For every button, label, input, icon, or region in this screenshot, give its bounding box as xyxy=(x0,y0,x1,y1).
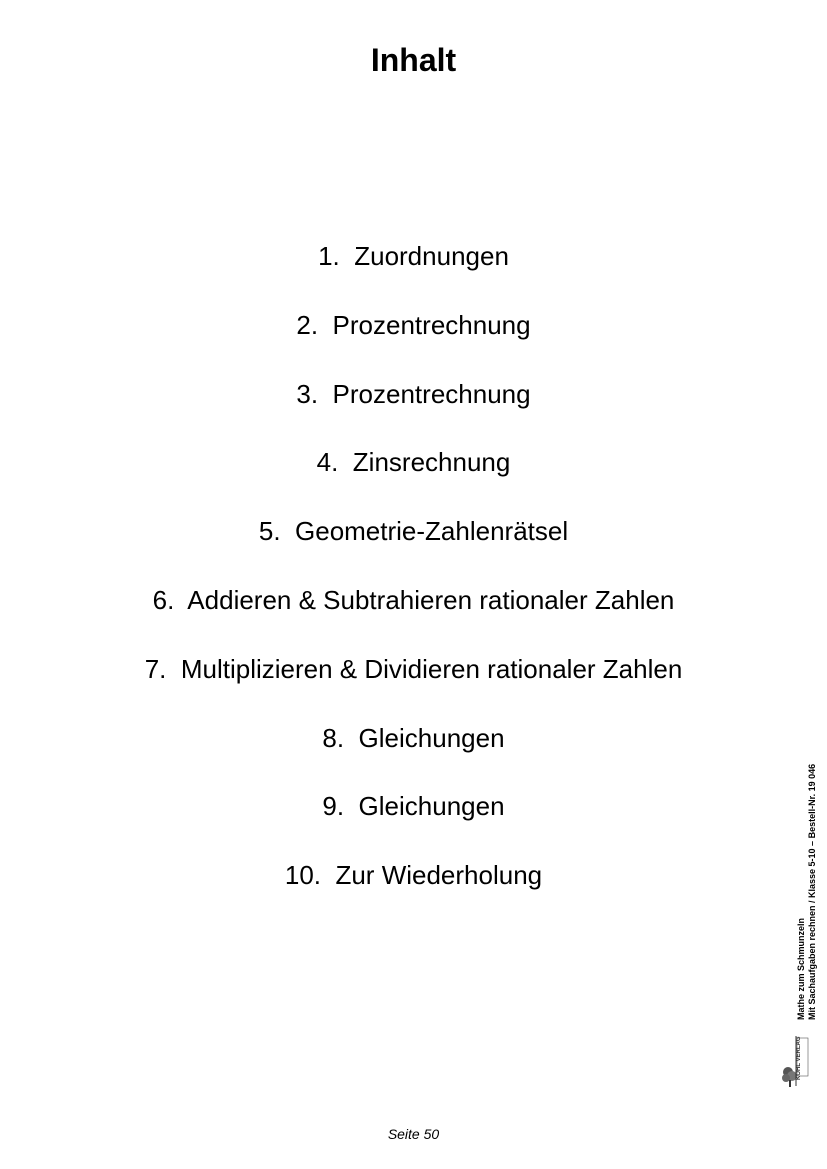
tree-logo-icon xyxy=(780,1030,812,1088)
toc-item: 4. Zinsrechnung xyxy=(316,447,511,478)
toc-item: 3. Prozentrechnung xyxy=(296,378,531,409)
publisher-logo-text: KOHL VERLAG xyxy=(796,1036,802,1080)
toc-item: 10. Zur Wiederholung xyxy=(284,860,543,891)
toc-item: 7. Multiplizieren & Dividieren rationaler Zahlen xyxy=(144,653,683,684)
side-imprint-details: Mit Sachaufgaben rechnen / Klasse 5-10 – Bestell-Nr. 19 046 xyxy=(807,763,817,1020)
toc-item: 5. Geometrie-Zahlenrätsel xyxy=(258,516,569,547)
toc-item: 8. Gleichungen xyxy=(322,722,505,753)
side-imprint-text xyxy=(796,764,818,1020)
table-of-contents xyxy=(0,237,827,925)
toc-item: 9. Gleichungen xyxy=(322,791,505,822)
page-title: Inhalt xyxy=(370,42,457,78)
toc-item: 1. Zuordnungen xyxy=(318,241,509,271)
side-imprint xyxy=(778,720,817,1090)
side-imprint-series: Mathe zum Schmunzeln xyxy=(796,917,806,1020)
toc-item: 2. Prozentrechnung xyxy=(296,309,531,340)
toc-item: 6. Addieren & Subtrahieren rationaler Zahlen xyxy=(152,584,675,615)
page-number: Seite 50 xyxy=(387,1126,440,1142)
